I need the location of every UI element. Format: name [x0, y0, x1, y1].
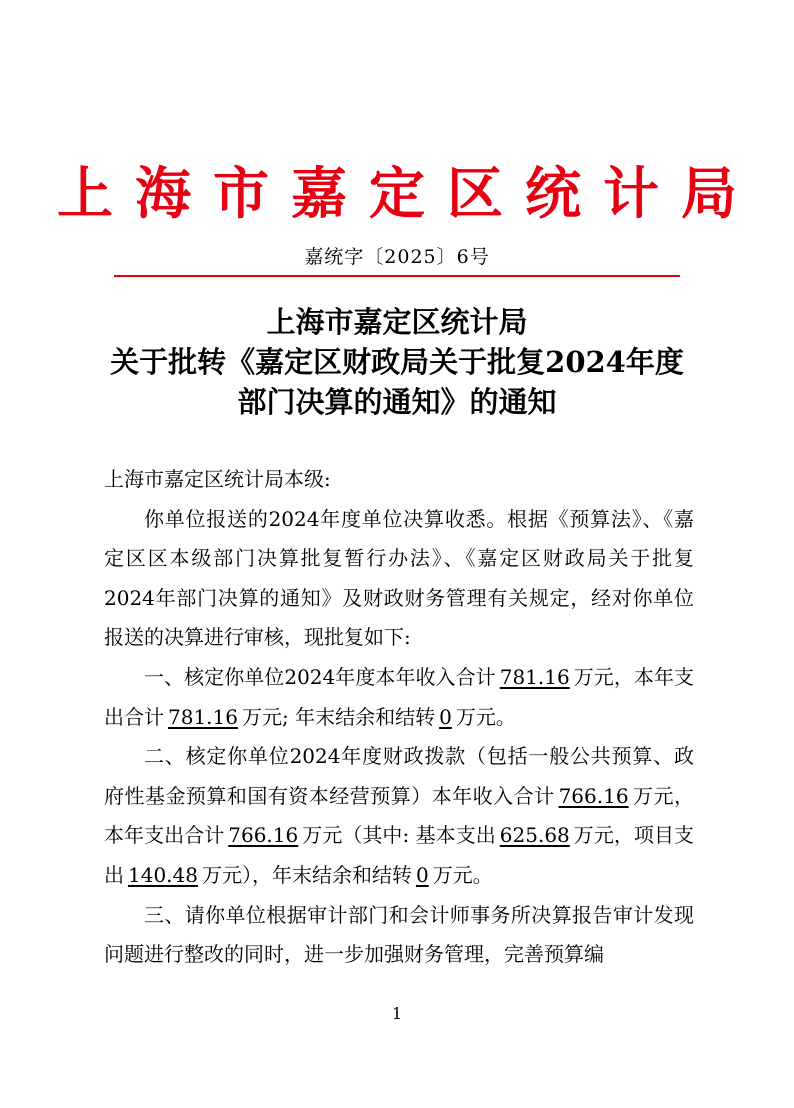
item-3-paragraph: 三、请你单位根据审计部门和会计师事务所决算报告审计发现问题进行整改的同时，进一步加强财务管理，完善预算编	[104, 902, 694, 967]
item-1-text-a: 一、核定你单位2024年度本年收入合计	[144, 664, 496, 689]
item-1-expense-value: 781.16	[168, 704, 238, 729]
document-title-line-1: 上海市嘉定区统计局	[266, 305, 528, 339]
item-2-text-d: 万元，项目支出	[104, 823, 695, 887]
item-2-text-f: 万元。	[432, 862, 493, 887]
item-2-project-expense-value: 140.48	[128, 862, 198, 887]
item-1-text-b: 万元，本年支出合计	[104, 664, 695, 729]
document-title	[0, 302, 794, 422]
item-2-balance-value: 0	[415, 862, 429, 887]
item-1-balance-value: 0	[439, 704, 452, 729]
letterhead-title: 上海市嘉定区统计局	[57, 162, 759, 227]
item-1-text-d: 万元。	[455, 704, 516, 729]
document-body	[104, 460, 694, 975]
document-number: 嘉统字〔2025〕6号	[304, 246, 490, 268]
item-1-income-value: 781.16	[499, 664, 570, 689]
item-2-text-c: 万元（其中: 基本支出	[302, 823, 496, 848]
salutation: 上海市嘉定区统计局本级:	[104, 467, 331, 491]
item-2-text-e: 万元），年末结余和结转	[201, 862, 412, 887]
document-title-line-3: 部门决算的通知》的通知	[237, 385, 557, 419]
red-divider-line	[114, 275, 680, 277]
item-2-text-b: 万元，本年支出合计	[104, 783, 695, 848]
item-1-paragraph	[104, 658, 694, 737]
item-2-paragraph	[104, 737, 694, 895]
item-2-text-a: 二、核定你单位2024年度财政拨款（包括一般公共预算、政府性基金预算和国有资本经营预算）本年收入合计	[104, 744, 694, 808]
item-2-income-value: 766.16	[558, 783, 629, 808]
item-2-expense-value: 766.16	[228, 823, 299, 848]
intro-paragraph: 你单位报送的2024年度单位决算收悉。根据《预算法》、《嘉定区区本级部门决算批复暂行办法》、《嘉定区财政局关于批复2024年部门决算的通知》及财政财务管理有关规定，经对你单位报送的决算进行审核，现批复如下:	[104, 506, 694, 650]
item-2-basic-expense-value: 625.68	[499, 823, 570, 848]
document-title-line-2: 关于批转《嘉定区财政局关于批复2024年度	[110, 345, 684, 379]
item-1-text-c: 万元; 年末结余和结转	[241, 704, 436, 729]
page-number: 1	[391, 1004, 403, 1023]
